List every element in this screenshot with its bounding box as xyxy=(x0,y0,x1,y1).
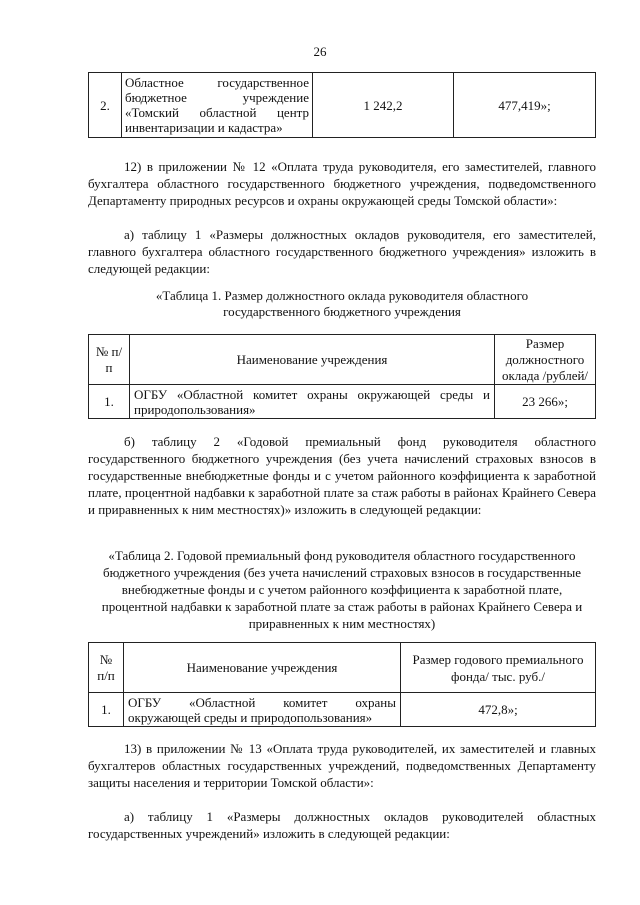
row-number: 1. xyxy=(89,693,124,727)
table-row xyxy=(89,693,596,727)
paragraph-13a: а) таблицу 1 «Размеры должностных окладов руководителей областных государственных учреждений» изложить в следующей редакции: xyxy=(88,809,596,841)
paragraph-12a: а) таблицу 1 «Размеры должностных окладов руководителя, его заместителей, главного бухгалтера областного государственного бюджетного учреждения» изложить в следующей редакции: xyxy=(88,227,596,276)
header-number: № п/п xyxy=(89,335,130,385)
institution-name-line: бюджетное учреждение xyxy=(125,90,309,105)
table-row xyxy=(89,385,596,419)
table1-caption: «Таблица 1. Размер должностного оклада руководителя областного государственного бюджетного учреждения xyxy=(155,288,529,319)
institution-name-cell xyxy=(122,73,313,138)
institution-name-line: инвентаризации и кадастра» xyxy=(125,120,283,135)
header-value: Размер годового премиального фонда/ тыс. руб./ xyxy=(401,643,596,693)
table-2 xyxy=(88,642,596,727)
row-number: 1. xyxy=(89,385,130,419)
row-number: 2. xyxy=(89,73,122,138)
value-cell: 1 242,2 xyxy=(313,73,454,138)
table-header-row xyxy=(89,335,596,385)
institution-name-line: Областное государственное xyxy=(125,75,309,90)
row-name: ОГБУ «Областной комитет охраны окружающей среды и природопользования» xyxy=(124,693,401,727)
value-cell: 477,419»; xyxy=(454,73,596,138)
table2-caption: «Таблица 2. Годовой премиальный фонд руководителя областного государственного бюджетного учреждения (без учета начислений страховых взносов в государственные внебюджетные фонды и с учетом районного коэффициента к заработной плате, процентной надбавки к заработной плате за стаж работы в районах Крайнего Севера и приравненных к ним местностях) xyxy=(101,548,583,631)
page-number: 26 xyxy=(313,44,327,59)
paragraph-12b: б) таблицу 2 «Годовой премиальный фонд руководителя областного государственного бюджетного учреждения (без учета начислений страховых взносов в государственные внебюджетные фонды и с учетом районного коэффициента к заработной плате, процентной надбавки к заработной плате за стаж работы в районах Крайнего Севера и приравненных к ним местностях)» изложить в следующей редакции: xyxy=(88,434,596,517)
header-number: № п/п xyxy=(89,643,124,693)
paragraph-13: 13) в приложении № 13 «Оплата труда руководителей, их заместителей и главных бухгалтеров областных государственных учреждений, подведомственных Департаменту защиты населения и территории Томской области»: xyxy=(88,741,596,790)
table-row xyxy=(89,73,596,138)
continued-table xyxy=(88,72,596,138)
header-name: Наименование учреждения xyxy=(130,335,495,385)
table-1 xyxy=(88,334,596,419)
table-header-row xyxy=(89,643,596,693)
row-value: 23 266»; xyxy=(495,385,596,419)
row-value: 472,8»; xyxy=(401,693,596,727)
paragraph-12: 12) в приложении № 12 «Оплата труда руководителя, его заместителей, главного бухгалтера областного государственного бюджетного учреждения, подведомственного Департаменту природных ресурсов и охраны окружающей среды Томской области»: xyxy=(88,159,596,208)
institution-name-line: «Томский областной центр xyxy=(125,105,309,120)
header-value: Размер должностного оклада /рублей/ xyxy=(495,335,596,385)
row-name: ОГБУ «Областной комитет охраны окружающей среды и природопользования» xyxy=(130,385,495,419)
header-name: Наименование учреждения xyxy=(124,643,401,693)
